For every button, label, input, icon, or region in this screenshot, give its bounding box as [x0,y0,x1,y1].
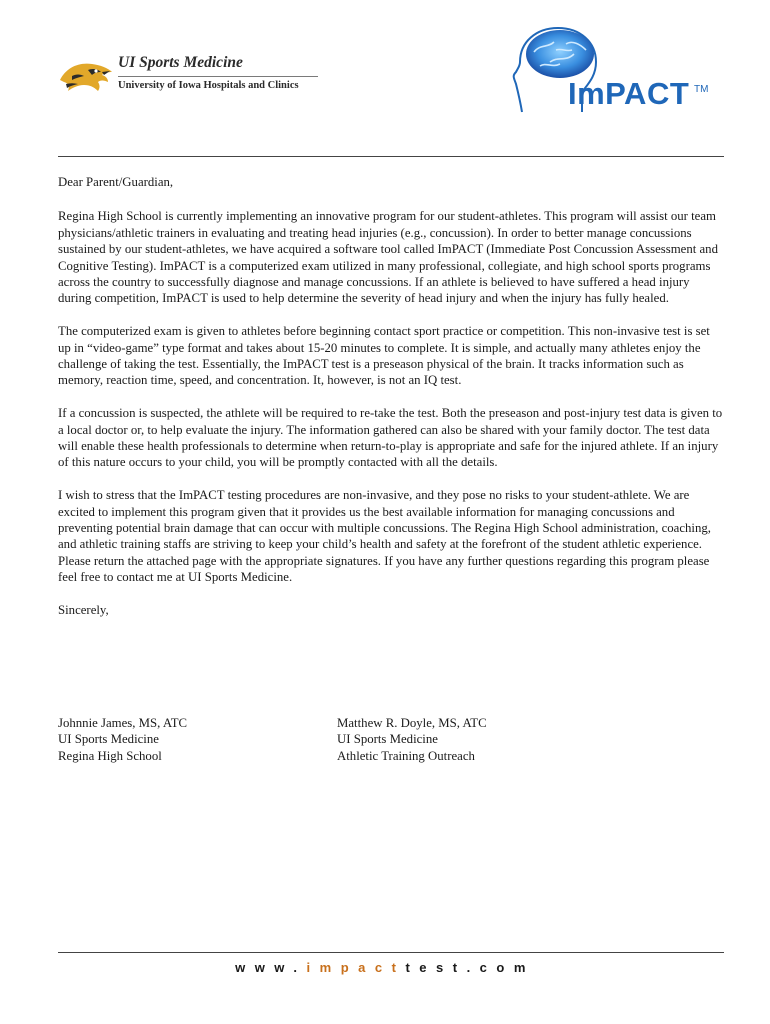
footer-website [0,960,770,975]
signer-name: Matthew R. Doyle, MS, ATC [337,716,487,730]
letter-paragraph: The computerized exam is given to athletes before beginning contact sport practice or competition. This non-invasive test is set up in “video-game” type format and takes about 15-20 minutes to complete. It is simple, and actually many athletes enjoy the challenge of taking the test. Essentially, the ImPACT test is a preseason physical of the brain. It tracks information such as memory, reaction time, speed, and concentration. It, however, is not an IQ test. [58,324,710,388]
signer-org: UI Sports Medicine [337,732,438,747]
letter-paragraph: If a concussion is suspected, the athlete will be required to re-take the test. Both the preseason and post-injury test data is given to a local doctor or, to help evaluate the injury. The information gathered can also be shared with your family doctor. The test data will enable these health professionals to determine when return-to-play is appropriate and safe for the injured athlete. If an injury of this nature occurs to your child, you will be promptly contacted with all the details. [58,406,723,470]
impact-trademark: TM [694,84,709,95]
ui-sports-medicine-logo [58,54,323,100]
signer-org: Athletic Training Outreach [337,748,475,763]
letter-paragraph: Regina High School is currently implementing an innovative program for our student-athletes. This program will assist our team physicians/athletic trainers in evaluating and treating head injuries (e.g., concussion). In order to better manage concussions sustained by our student-athletes, we have acquired a software tool called ImPACT (Immediate Post Concussion Assessment and Cognitive Testing). ImPACT is a computerized exam utilized in many professional, collegiate, and high school sports programs across the country to successfully diagnose and manage concussions. If an athlete is believed to have suffered a head injury during competition, ImPACT is used to help determine the severity of head injury and when the injury has fully healed. [58,209,718,306]
url-highlight: impact [306,960,406,975]
hawkeye-icon [58,58,114,94]
letter-body [58,174,724,635]
impact-logo-text: ImPACT [568,76,690,111]
signer-org: Regina High School [58,748,162,763]
signature-left [58,715,187,764]
signature-right [337,715,487,764]
url-suffix: test.com [405,960,535,975]
letter-greeting: Dear Parent/Guardian, [58,175,174,189]
letter-paragraph: I wish to stress that the ImPACT testing procedures are non-invasive, and they pose no risks to your student-athlete. We are excited to implement this program given that it provides us the best available information for managing concussions and preventing potential brain damage that can occur with multiple concussions. The Regina High School administration, coaching, and athletic training staffs are striving to keep your child’s health and safety at the forefront of the student athletic experience. Please return the attached page with the appropriate signatures. If you have any further questions regarding this program please feel free to contact me at UI Sports Medicine. [58,488,711,585]
ui-logo-subtitle: University of Iowa Hospitals and Clinics [118,80,299,91]
signer-name: Johnnie James, MS, ATC [58,716,188,730]
signer-org: UI Sports Medicine [58,732,159,747]
impact-logo [510,22,715,114]
ui-logo-divider [118,76,318,77]
footer-divider [58,952,724,953]
url-prefix: www. [235,960,307,975]
ui-logo-title: UI Sports Medicine [118,54,243,71]
letter-closing: Sincerely, [58,603,109,618]
header-divider [58,156,724,157]
